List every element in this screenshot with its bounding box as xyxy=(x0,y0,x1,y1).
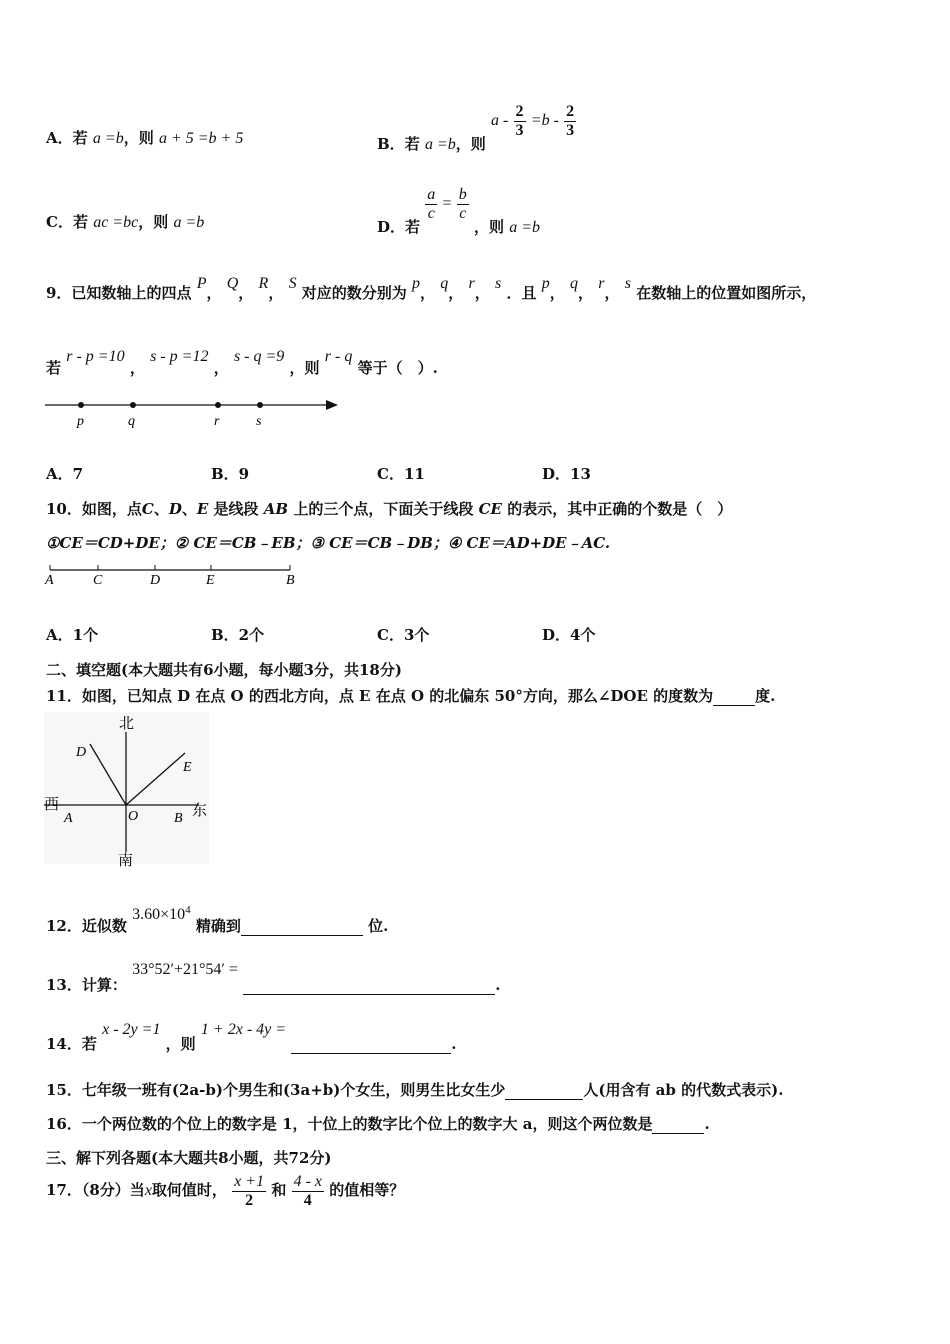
q12: 12．近似数 $3.60\times 10^4$ 精确到 位. xyxy=(46,904,389,935)
q8-b-expr-mid: =b - xyxy=(530,112,559,130)
q9-option-a: A．7 xyxy=(46,465,84,483)
label-c: C xyxy=(93,573,103,588)
q17-fraction-2: $\frac{4 - x}{4}$ xyxy=(293,1173,322,1209)
q8-b-expr-pre: a - xyxy=(490,112,509,130)
point-r xyxy=(215,402,221,408)
label-q: q xyxy=(128,414,135,429)
q8-option-c: C．若 ac =bc，则 a =b xyxy=(46,213,205,231)
q15-answer-blank[interactable] xyxy=(505,1081,583,1100)
q10-segment-diagram xyxy=(40,560,310,592)
q16-answer-blank[interactable] xyxy=(652,1115,704,1134)
label-south: 南 xyxy=(118,853,134,867)
q8-b-fraction-1: $\frac{2}{3}$ xyxy=(515,103,524,139)
section-2-heading: 二、填空题(本大题共有6小题，每小题3分，共18分) xyxy=(46,661,402,679)
q15: 15．七年级一班有(2a-b)个男生和(3a+b)个女生，则男生比女生少 人(用含有 ab 的代数式表示). xyxy=(46,1081,784,1099)
point-q xyxy=(130,402,136,408)
label-north: 北 xyxy=(119,716,135,732)
q14: 14．若 x - 2y =1 ，则 1 + 2x - 4y = . xyxy=(46,1021,457,1053)
point-s xyxy=(257,402,263,408)
q14-answer-blank[interactable] xyxy=(291,1035,451,1054)
number-line-arrow-icon xyxy=(326,400,338,410)
q10-stem: 10．如图，点C、D、E 是线段 AB 上的三个点，下面关于线段 CE 的表示，其中正确的个数是（ ） xyxy=(46,500,733,518)
q8-a-condition: a =b xyxy=(92,130,124,147)
q8-a-result: a + 5 =b + 5 xyxy=(158,130,244,147)
label-east: 东 xyxy=(192,803,208,819)
q8-b-fraction-2: $\frac{2}{3}$ xyxy=(566,103,575,139)
q8-option-b: B．若 a =b，则 a - $\frac{2}{3}$ =b - $\frac{2}{3}$ xyxy=(377,103,575,154)
q9-number-line xyxy=(40,392,350,432)
q8-d-fraction-1: $\frac{a}{c}$ xyxy=(427,186,436,222)
point-p xyxy=(78,402,84,408)
label-b: B xyxy=(174,811,183,826)
q10-option-a: A．1个 xyxy=(46,626,99,644)
label-p: p xyxy=(77,414,84,429)
q9-option-c: C．11 xyxy=(377,465,425,483)
q10-option-c: C．3个 xyxy=(377,626,430,644)
q9-stem-line2: 若 r - p =10 ， s - p =12 ， s - q =9 ，则 r - q 等于（ ）. xyxy=(46,348,438,377)
q10-expressions: ①CE＝CD+DE；② CE＝CB﹣EB；③ CE＝CB﹣DB；④ CE＝AD+DE﹣AC. xyxy=(46,534,611,552)
q9-option-b: B．9 xyxy=(211,465,250,483)
q11-stem: 11．如图，已知点 D 在点 O 的西北方向，点 E 在点 O 的北偏东 50°方向，那么∠DOE 的度数为 度. xyxy=(46,687,776,705)
q8-option-d: D．若 $\frac{a}{c}$ = $\frac{b}{c}$ ，则 a =b xyxy=(377,186,541,237)
label-s: s xyxy=(256,414,262,429)
q13-answer-blank[interactable] xyxy=(243,976,495,995)
q12-answer-blank[interactable] xyxy=(241,917,363,936)
section-3-heading: 三、解下列各题(本大题共8小题，共72分) xyxy=(46,1149,332,1167)
q8-d-fraction-2: $\frac{b}{c}$ xyxy=(458,186,467,222)
q8-option-a: A．若 a =b，则 a + 5 =b + 5 xyxy=(46,129,244,147)
label-d: D xyxy=(76,745,87,760)
label-o: O xyxy=(128,809,139,824)
q9-stem-line1: 9．已知数轴上的四点 P， Q， R， S 对应的数分别为 p， q， r， s ．且 p， q， r， s 在数轴上的位置如图所示， xyxy=(46,275,817,302)
q10-option-b: B．2个 xyxy=(211,626,265,644)
label-e: E xyxy=(206,573,215,588)
q16: 16．一个两位数的个位上的数字是 1，十位上的数字比个位上的数字大 a，则这个两位数是 . xyxy=(46,1115,710,1133)
label-b: B xyxy=(286,573,295,588)
label-a: A xyxy=(64,811,73,826)
label-a: A xyxy=(45,573,54,588)
q10-option-d: D．4个 xyxy=(542,626,596,644)
q9-option-d: D．13 xyxy=(542,465,591,483)
q13: 13．计算： 33°52′+21°54′ = . xyxy=(46,961,501,994)
label-r: r xyxy=(214,414,220,429)
q11-answer-blank[interactable] xyxy=(713,687,755,706)
label-west: 西 xyxy=(44,797,60,813)
q11-compass-diagram xyxy=(44,712,214,867)
q17-fraction-1: $\frac{x +1}{2}$ xyxy=(234,1173,265,1209)
label-d: D xyxy=(150,573,161,588)
q17: 17．（8分）当x取何值时， $\frac{x +1}{2}$ 和 $\frac{4 - x}{4}$ 的值相等？ xyxy=(46,1173,405,1209)
label-e: E xyxy=(183,760,192,775)
